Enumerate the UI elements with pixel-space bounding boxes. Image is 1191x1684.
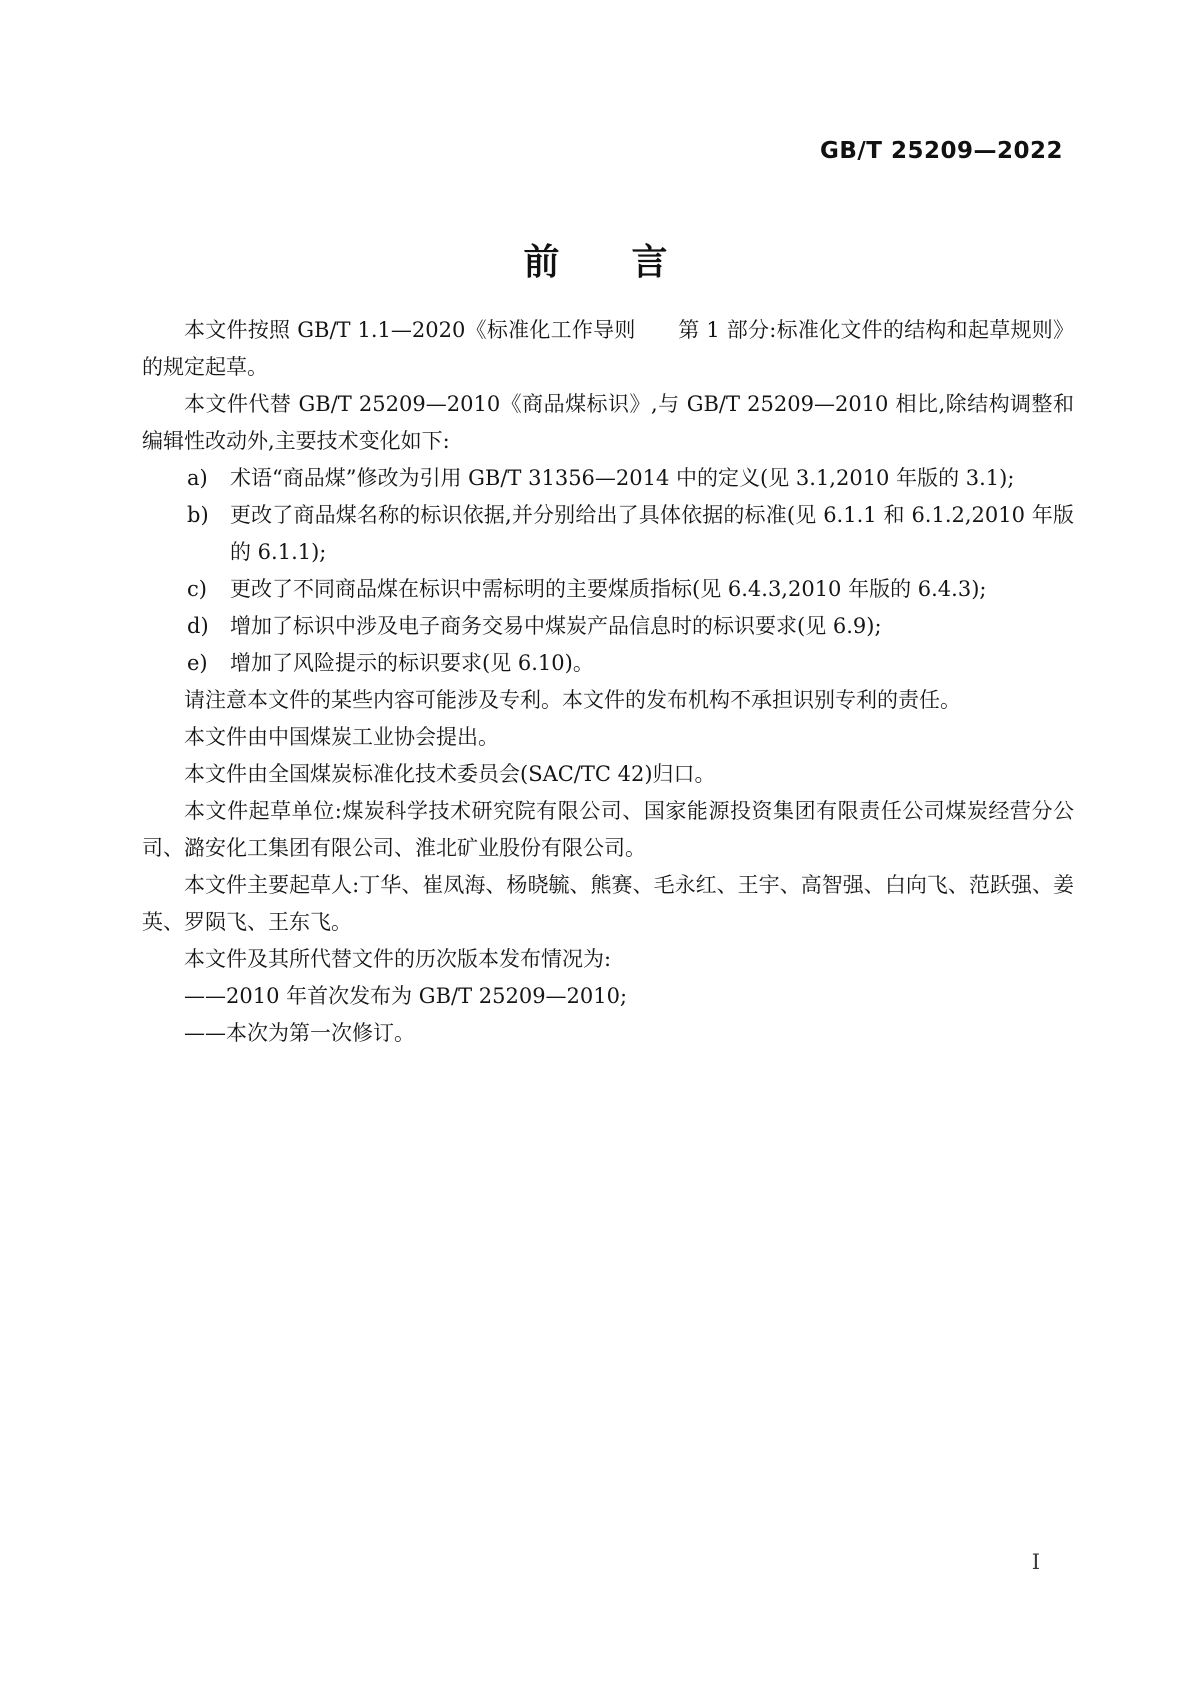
list-item-label: b): [187, 503, 209, 527]
list-item: [142, 460, 1074, 497]
list-item-label: c): [187, 577, 207, 601]
list-item-text: 更改了商品煤名称的标识依据,并分别给出了具体依据的标准(见 6.1.1 和 6.1.2,2010 年版的 6.1.1);: [230, 503, 1074, 564]
dash-list-item: ——2010 年首次发布为 GB/T 25209—2010;: [184, 984, 628, 1008]
paragraph: 本文件由全国煤炭标准化技术委员会(SAC/TC 42)归口。: [184, 762, 716, 786]
list-item-text: 增加了风险提示的标识要求(见 6.10)。: [230, 651, 594, 675]
list-item-label: d): [187, 614, 209, 638]
paragraph: 请注意本文件的某些内容可能涉及专利。本文件的发布机构不承担识别专利的责任。: [184, 688, 961, 712]
paragraph: 本文件起草单位:煤炭科学技术研究院有限公司、国家能源投资集团有限责任公司煤炭经营分公司、潞安化工集团有限公司、淮北矿业股份有限公司。: [142, 799, 1074, 860]
page-title: 前 言: [523, 242, 668, 283]
list-item: [142, 571, 1074, 608]
list-item: [142, 608, 1074, 645]
list-item-label: e): [187, 651, 208, 675]
paragraph: 本文件按照 GB/T 1.1—2020《标准化工作导则 第 1 部分:标准化文件的结构和起草规则》的规定起草。: [142, 318, 1074, 379]
list-item-text: 增加了标识中涉及电子商务交易中煤炭产品信息时的标识要求(见 6.9);: [230, 614, 882, 638]
paragraph: 本文件及其所代替文件的历次版本发布情况为:: [184, 947, 612, 971]
page-number: I: [1031, 1550, 1040, 1574]
foreword-body: [142, 312, 1074, 1052]
paragraph: 本文件代替 GB/T 25209—2010《商品煤标识》,与 GB/T 25209—2010 相比,除结构调整和编辑性改动外,主要技术变化如下:: [142, 392, 1074, 453]
list-item: [142, 497, 1074, 571]
list-item-text: 术语“商品煤”修改为引用 GB/T 31356—2014 中的定义(见 3.1,2010 年版的 3.1);: [230, 466, 1015, 490]
list-item-text: 更改了不同商品煤在标识中需标明的主要煤质指标(见 6.4.3,2010 年版的 6.4.3);: [230, 577, 987, 601]
list-item-label: a): [187, 466, 208, 490]
paragraph: 本文件主要起草人:丁华、崔凤海、杨晓毓、熊赛、毛永红、王宇、高智强、白向飞、范跃强、姜英、罗陨飞、王东飞。: [142, 873, 1074, 934]
standard-code-header: GB/T 25209—2022: [819, 138, 1063, 164]
dash-list-item: ——本次为第一次修订。: [184, 1021, 415, 1045]
paragraph: 本文件由中国煤炭工业协会提出。: [184, 725, 499, 749]
list-item: [142, 645, 1074, 682]
